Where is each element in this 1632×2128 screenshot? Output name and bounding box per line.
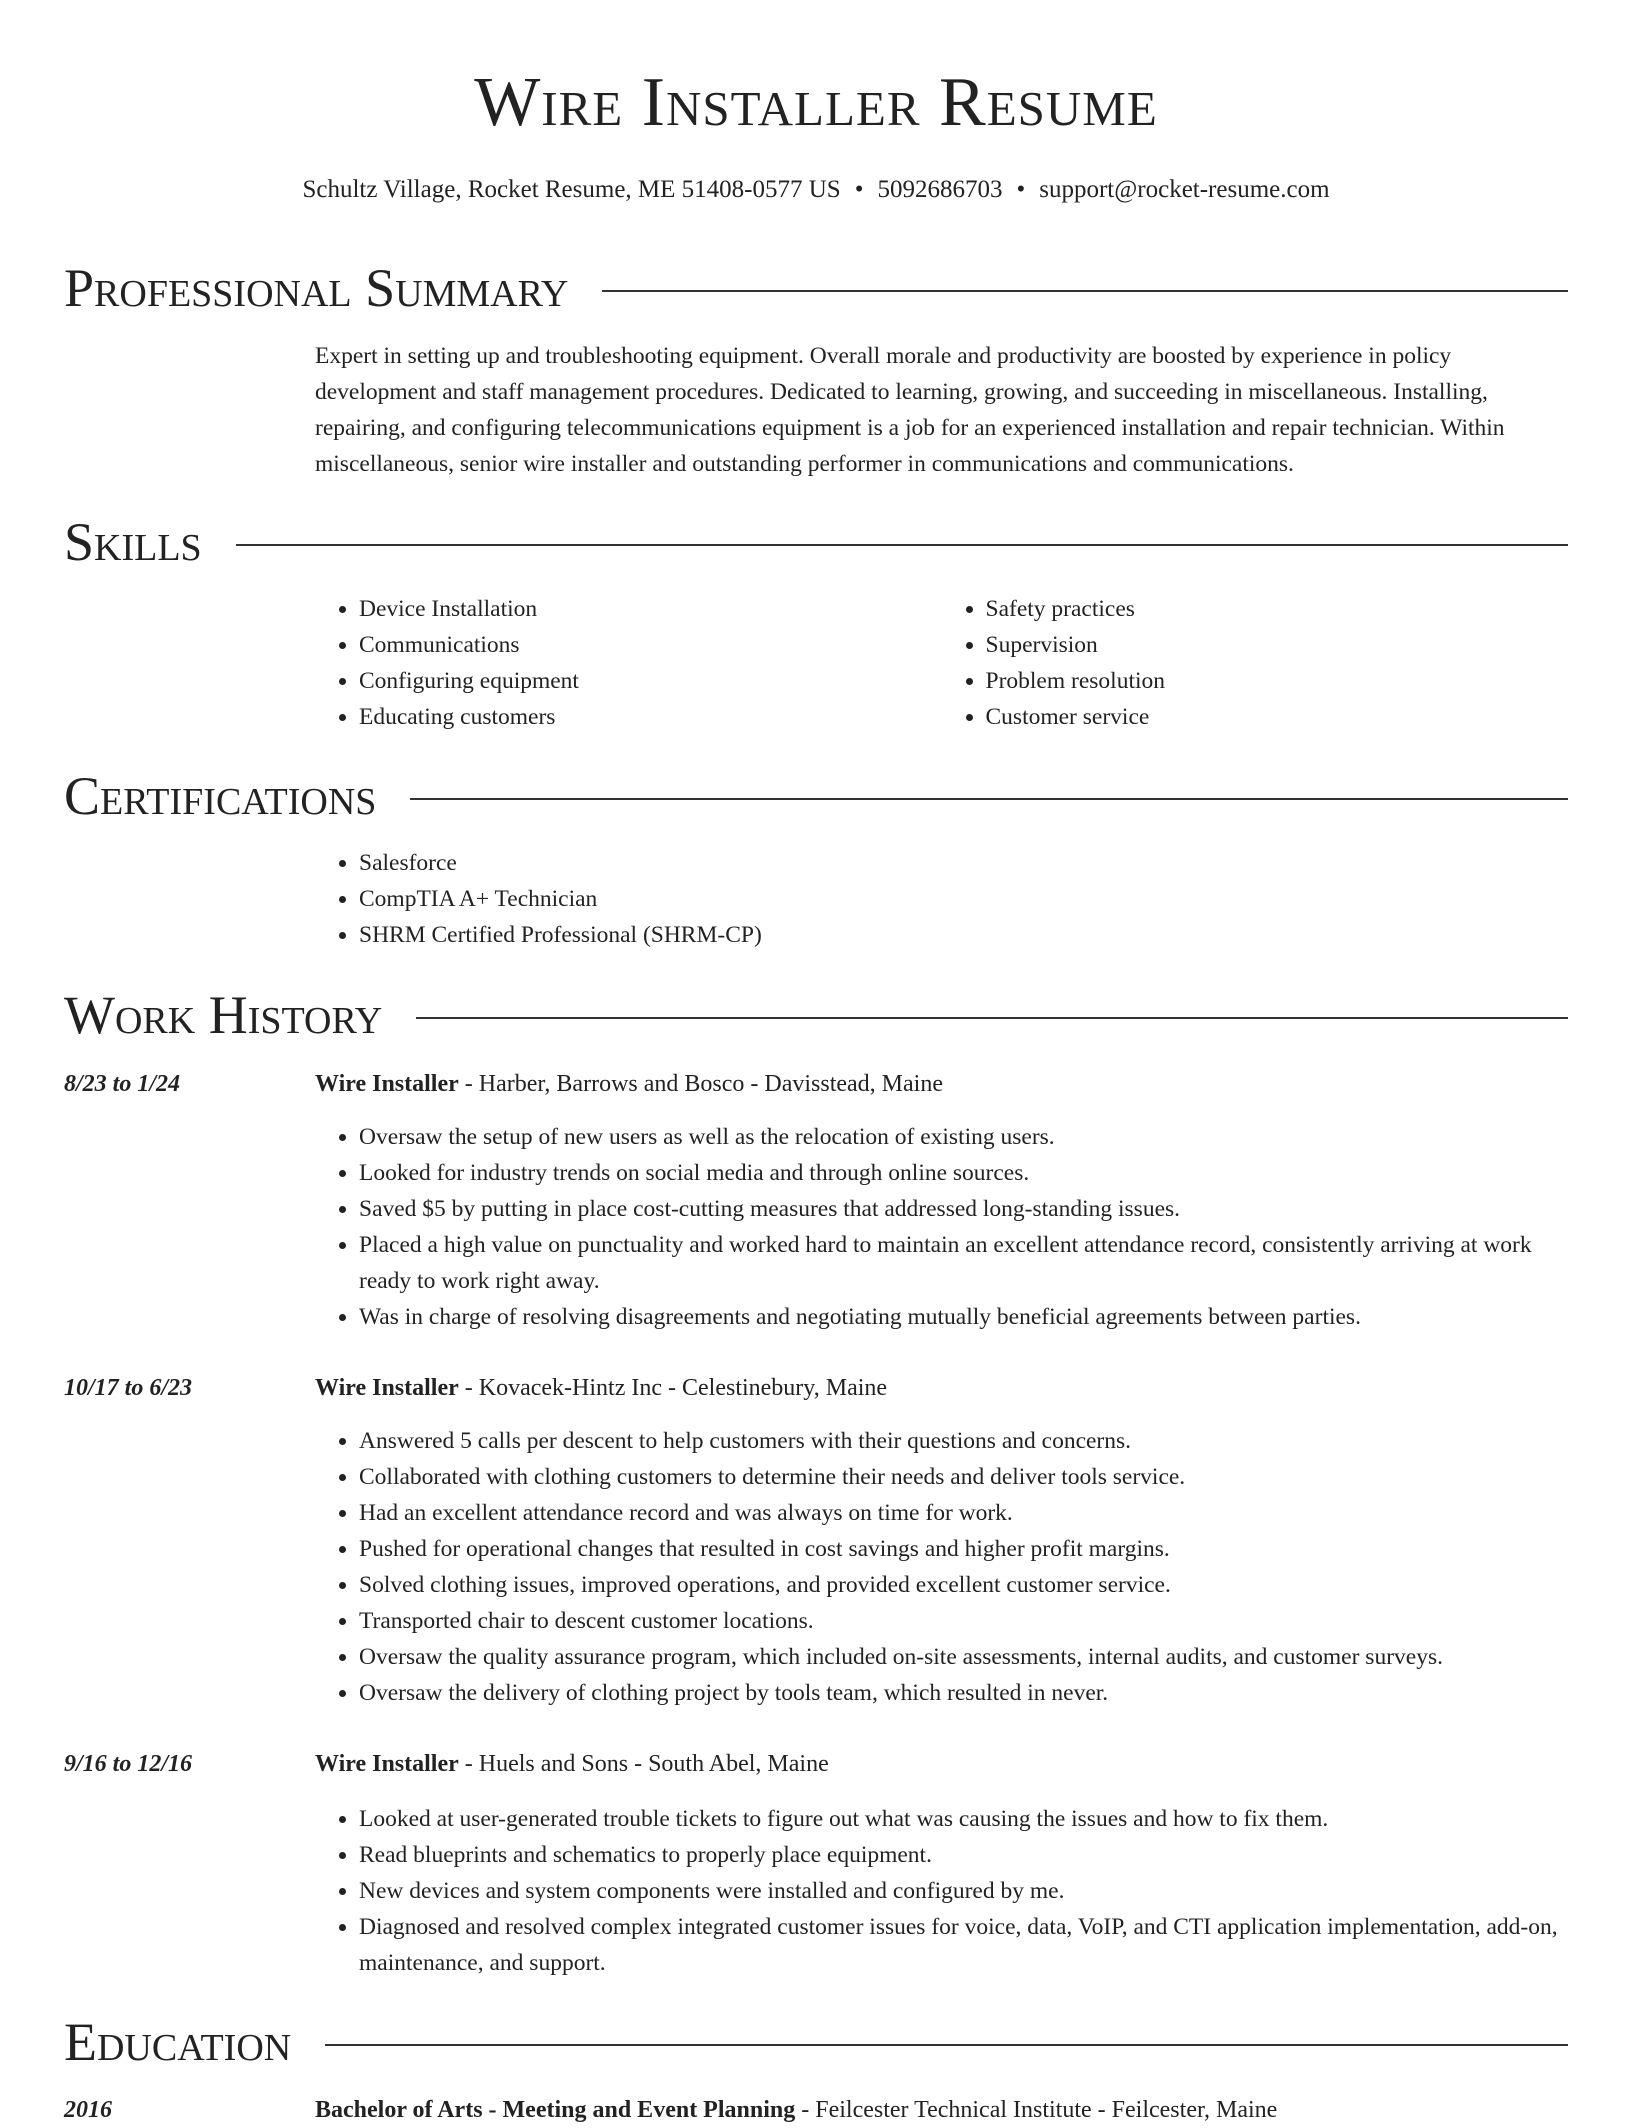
job-role: Wire Installer (315, 1375, 459, 1401)
contact-separator: • (854, 176, 864, 203)
job-bullet: • Diagnosed and resolved complex integrated customer issues for voice, data, VoIP, and CTI application implementation, add-on, maintenance, and support. (359, 1909, 1568, 1981)
job-bullet: • Oversaw the setup of new users as well as the relocation of existing users. (359, 1119, 1568, 1155)
job-duties (315, 1119, 1568, 1335)
resume-title: Wire Installer Resume (474, 64, 1158, 141)
summary-text: Expert in setting up and troubleshooting equipment. Overall morale and productivity are boosted by experience in policy development and staff management procedures. Dedicated to learning, growing, and succeeding in miscellaneous. Installing, repairing, and configuring telecommunications equipment is a job for an experienced installation and repair technician. Within miscellaneous, senior wire installer and outstanding performer in communications and communications. (315, 343, 1505, 477)
job-duties (315, 1801, 1568, 1981)
job-details: - Harber, Barrows and Bosco - Davisstead, Maine (458, 1071, 943, 1097)
job-dates: 9/16 to 12/16 (64, 1751, 193, 1777)
job-details: - Huels and Sons - South Abel, Maine (458, 1751, 829, 1777)
education-details: - Feilcester Technical Institute - Feilcester, Maine (795, 2097, 1278, 2123)
skill-item: • Configuring equipment (359, 663, 942, 699)
job-bullet: • Oversaw the quality assurance program, which included on-site assessments, internal audits, and customer surveys. (359, 1639, 1568, 1675)
education-header (315, 2092, 1568, 2128)
job-bullet: • Transported chair to descent customer locations. (359, 1603, 1568, 1639)
skill-item: • Supervision (986, 627, 1569, 663)
job-role: Wire Installer (315, 1071, 459, 1097)
section-divider (236, 544, 1568, 546)
job-details: - Kovacek-Hintz Inc - Celestinebury, Maine (458, 1375, 888, 1401)
job-bullet: • Placed a high value on punctuality and worked hard to maintain an excellent attendance record, consistently arriving at work ready to work right away. (359, 1227, 1568, 1299)
job-bullet: • Was in charge of resolving disagreements and negotiating mutually beneficial agreements between parties. (359, 1299, 1568, 1335)
contact-address: Schultz Village, Rocket Resume, ME 51408-0577 US (302, 176, 841, 203)
job-bullet: • Read blueprints and schematics to properly place equipment. (359, 1837, 1568, 1873)
certification-item: • CompTIA A+ Technician (359, 881, 1568, 917)
job-dates: 10/17 to 6/23 (64, 1375, 193, 1401)
section-header-skills (64, 507, 1568, 577)
skill-item: • Communications (359, 627, 942, 663)
job-duties (315, 1423, 1568, 1711)
section-header-summary (64, 253, 1568, 323)
job-bullet: • Oversaw the delivery of clothing project by tools team, which resulted in never. (359, 1675, 1568, 1711)
education-degree: Bachelor of Arts - Meeting and Event Planning (315, 2097, 796, 2123)
job-bullet-list (315, 1423, 1568, 1711)
skills-block (315, 591, 1568, 735)
certifications-block (315, 845, 1568, 953)
section-title: Work History (64, 985, 383, 1045)
job-bullet: • Collaborated with clothing customers to determine their needs and deliver tools service. (359, 1459, 1568, 1495)
contact-phone: 5092686703 (877, 176, 1003, 203)
job-bullet: • Solved clothing issues, improved operations, and provided excellent customer service. (359, 1567, 1568, 1603)
contact-separator: • (1016, 176, 1026, 203)
section-title: Professional Summary (64, 258, 569, 318)
job-bullet: • Had an excellent attendance record and was always on time for work. (359, 1495, 1568, 1531)
job-bullet: • Answered 5 calls per descent to help customers with their questions and concerns. (359, 1423, 1568, 1459)
job-bullet: • Saved $5 by putting in place cost-cutting measures that addressed long-standing issues. (359, 1191, 1568, 1227)
skill-item: • Educating customers (359, 699, 942, 735)
job-bullet: • Pushed for operational changes that resulted in cost savings and higher profit margins. (359, 1531, 1568, 1567)
certification-item: • Salesforce (359, 845, 1568, 881)
job-header (315, 1066, 1568, 1102)
skill-item: • Problem resolution (986, 663, 1569, 699)
skills-list-left (315, 591, 942, 735)
contact-line (0, 172, 1632, 208)
job-bullet: • New devices and system components were installed and configured by me. (359, 1873, 1568, 1909)
job-bullet: • Looked at user-generated trouble tickets to figure out what was causing the issues and how to fix them. (359, 1801, 1568, 1837)
job-bullet-list (315, 1119, 1568, 1335)
skill-item: • Safety practices (986, 591, 1569, 627)
section-header-work-history (64, 980, 1568, 1050)
section-title: Education (64, 2012, 292, 2072)
section-title: Certifications (64, 766, 377, 826)
certification-item: • SHRM Certified Professional (SHRM-CP) (359, 917, 1568, 953)
section-divider (416, 1017, 1568, 1019)
contact-email: support@rocket-resume.com (1039, 176, 1330, 203)
certifications-list (315, 845, 1568, 953)
skill-item: • Device Installation (359, 591, 942, 627)
job-bullet-list (315, 1801, 1568, 1981)
job-bullet: • Looked for industry trends on social media and through online sources. (359, 1155, 1568, 1191)
section-divider (602, 290, 1568, 292)
summary-block (315, 338, 1568, 482)
job-role: Wire Installer (315, 1751, 459, 1777)
job-dates: 8/23 to 1/24 (64, 1071, 181, 1097)
skill-item: • Customer service (986, 699, 1569, 735)
job-header (315, 1370, 1568, 1406)
job-header (315, 1746, 1568, 1782)
section-divider (410, 798, 1568, 800)
section-divider (325, 2044, 1568, 2046)
section-header-certifications (64, 761, 1568, 831)
education-date: 2016 (64, 2097, 112, 2123)
section-header-education (64, 2007, 1568, 2077)
skills-list-right (942, 591, 1569, 735)
section-title: Skills (64, 512, 202, 572)
